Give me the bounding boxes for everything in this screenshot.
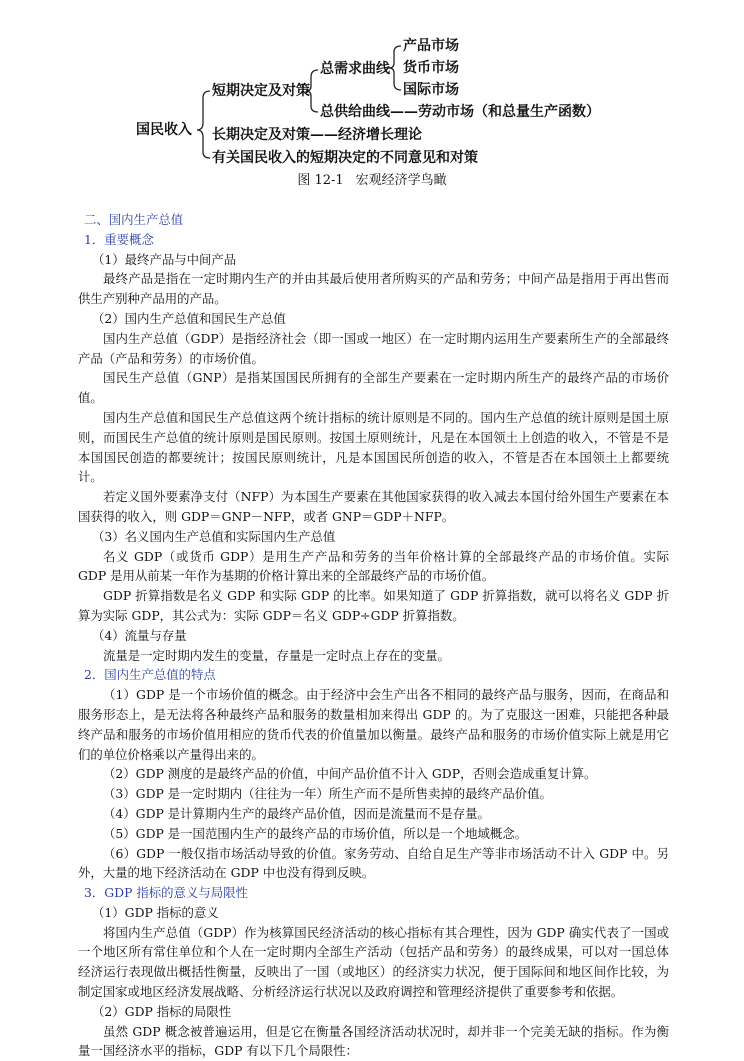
diagram-long-row <box>212 127 422 143</box>
subheading-gdp-features: 2．国内生产总值的特点 <box>84 667 216 683</box>
diagram-branch-views: 有关国民收入的短期决定的不同意见和对策 <box>212 150 478 166</box>
diagram-branch-short: 短期决定及对策 <box>212 83 310 99</box>
item-gdp-meaning: （1）GDP 指标的意义 <box>92 904 219 920</box>
demand-brace <box>389 46 401 90</box>
paragraph: （6）GDP 一般仅指市场活动导致的价值。家务劳动、自给自足生产等非市场活动不计入 GDP 中。另外，大量的地下经济活动在 GDP 中也没有得到反映。 <box>78 845 669 881</box>
diagram-long-result: 经济增长理论 <box>338 127 422 143</box>
paragraph: 国内生产总值（GDP）是指经济社会（即一国或一地区）在一定时期内运用生产要素所生产的全部最终产品（产品和劳务）的市场价值。 <box>78 330 669 366</box>
paragraph: 若定义国外要素净支付（NFP）为本国生产要素在其他国家获得的收入减去本国付给外国生产要素在本国获得的收入，则 GDP＝GNP－NFP，或者 GNP＝GDP＋NFP。 <box>78 489 669 524</box>
paragraph: （3）GDP 是一定时期内（往往为一年）所生产而不是所售卖掉的最终产品价值。 <box>103 786 552 802</box>
paragraph: 流量是一定时期内发生的变量，存量是一定时点上存在的变量。 <box>103 647 450 663</box>
paragraph: （5）GDP 是一国范围内生产的最终产品的市场价值，所以是一个地域概念。 <box>103 825 528 841</box>
root-brace <box>197 91 210 158</box>
diagram-long-dash: —— <box>310 127 338 143</box>
item-flow-stock: （4）流量与存量 <box>92 627 187 643</box>
item-gdp-limits: （2）GDP 指标的局限性 <box>92 1003 232 1019</box>
paragraph: 虽然 GDP 概念被普遍运用，但是它在衡量各国经济活动状况时，却并非一个完美无缺的指标。作为衡量一国经济水平的指标，GDP 有以下几个局限性： <box>78 1023 669 1059</box>
diagram-market-international: 国际市场 <box>403 82 459 98</box>
item-gdp-gnp: （2）国内生产总值和国民生产总值 <box>92 310 286 326</box>
paragraph: 国民生产总值（GNP）是指某国国民所拥有的全部生产要素在一定时期内所生产的最终产品的市场价值。 <box>78 370 669 406</box>
subheading-gdp-meaning-limits: 3．GDP 指标的意义与局限性 <box>84 885 248 901</box>
diagram-demand-curve: 总需求曲线 <box>320 61 390 77</box>
diagram-supply-result: 劳动市场（和总量生产函数） <box>418 104 600 120</box>
paragraph: （4）GDP 是计算期内生产的最终产品价值，因而是流量而不是存量。 <box>103 805 490 821</box>
item-final-intermediate: （1）最终产品与中间产品 <box>92 251 237 267</box>
diagram-market-money: 货币市场 <box>403 60 459 76</box>
figure-caption <box>0 173 744 189</box>
diagram-supply-dash: —— <box>390 104 418 120</box>
figure-caption-number: 图 12-1 <box>297 173 344 188</box>
paragraph: 将国内生产总值（GDP）作为核算国民经济活动的核心指标有其合理性，因为 GDP 确实代表了一国或一个地区所有常住单位和个人在一定时期内全部生产活动（包括产品和劳务）的最终成果，可以对一国总体经济运行表现做出概括性衡量，反映出了一国（或地区）的经济实力状况，便于国际间和地区间作比较，为制定国家或地区经济发展战略、分析经济运行状况以及政府调控和管理经济提供了重要参考和依据。 <box>78 924 669 1000</box>
paragraph: 最终产品是指在一定时期内生产的并由其最后使用者所购买的产品和劳务；中间产品是指用于再出售而供生产别种产品用的产品。 <box>78 271 669 307</box>
diagram-supply-row <box>320 104 600 120</box>
paragraph: 国内生产总值和国民生产总值这两个统计指标的统计原则是不同的。国内生产总值的统计原则是国土原则，而国民生产总值的统计原则是国民原则。按国土原则统计，凡是在本国领土上创造的收入，不管是不是本国国民创造的都要统计；按国民原则统计，凡是本国国民所创造的收入，不管是否在本国领土上都要统计。 <box>78 409 669 485</box>
paragraph: （2）GDP 测度的是最终产品的价值，中间产品价值不计入 GDP，否则会造成重复计算。 <box>103 766 597 782</box>
diagram-braces <box>0 0 744 200</box>
diagram-market-product: 产品市场 <box>403 38 459 54</box>
paragraph: GDP 折算指数是名义 GDP 和实际 GDP 的比率。如果知道了 GDP 折算指数，就可以将名义 GDP 折算为实际 GDP，其公式为：实际 GDP＝名义 GDP÷GDP 折算指数。 <box>78 588 669 623</box>
paragraph: 名义 GDP（或货币 GDP）是用生产产品和劳务的当年价格计算的全部最终产品的市场价值。实际 GDP 是用从前某一年作为基期的价格计算出来的全部最终产品的市场价值。 <box>78 548 669 584</box>
diagram-supply-curve: 总供给曲线 <box>320 104 390 120</box>
diagram-root: 国民收入 <box>136 122 192 138</box>
figure-caption-title: 宏观经济学鸟瞰 <box>355 173 447 188</box>
subheading-key-concepts: 1．重要概念 <box>84 231 154 247</box>
section-title: 二、国内生产总值 <box>84 212 184 227</box>
diagram-branch-long: 长期决定及对策 <box>212 127 310 143</box>
macro-overview-diagram <box>0 0 744 200</box>
paragraph: （1）GDP 是一个市场价值的概念。由于经济中会生产出各不相同的最终产品与服务，因而，在商品和服务形态上，是无法将各种最终产品和服务的数量相加来得出 GDP 的。为了克服这一困难，只能把各种最终产品和服务的市场价值用相应的货币代表的价值量加以衡量。最终产品和服务的市场价值实际上就是用它们的单位价格乘以产量得出来的。 <box>78 687 669 762</box>
item-nominal-real: （3）名义国内生产总值和实际国内生产总值 <box>92 528 336 544</box>
document-body <box>78 210 669 1061</box>
